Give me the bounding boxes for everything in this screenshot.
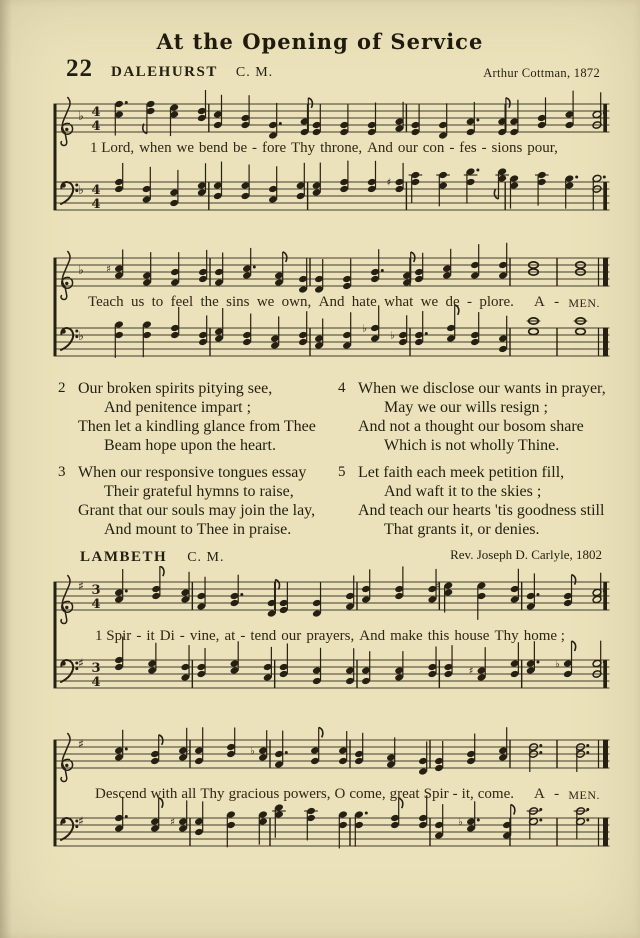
verse-line: When we disclose our wants in prayer,: [358, 380, 606, 397]
lyric-syllable: bend: [198, 140, 229, 156]
lyric-syllable: Thy: [494, 628, 519, 644]
time-signature-top: 4: [91, 183, 101, 198]
key-signature-flat-icon: ♭: [78, 329, 84, 343]
verse-line: Which is not wholly Thine.: [384, 437, 560, 454]
lyric-syllable: great: [389, 786, 420, 802]
amen-syllable: MEN.: [568, 296, 600, 310]
svg-text:♭: ♭: [186, 746, 191, 757]
lyric-syllable: us: [130, 294, 145, 310]
lyric-syllable: we: [176, 140, 194, 156]
time-signature-top: 3: [91, 661, 101, 676]
svg-text:♯: ♯: [106, 264, 111, 275]
verse-line: Grant that our souls may join the lay,: [78, 502, 316, 519]
hymn1-title: DALEHURST: [111, 64, 218, 80]
verse-line: And teach our hearts 'tis goodness still: [358, 502, 605, 519]
time-signature-bottom: 4: [91, 197, 101, 212]
final-barline-thick: [603, 328, 608, 357]
lyric-syllable: And: [359, 628, 386, 644]
time-signature-bottom: 4: [91, 119, 101, 134]
verse-line: And not a thought our bosom share: [358, 418, 584, 435]
verse-lines: [358, 463, 604, 539]
time-signature-bottom: 4: [91, 597, 101, 612]
time-signature-top: 4: [91, 105, 101, 120]
lyric-syllable: 1 Lord,: [90, 140, 135, 156]
lyric-syllable: it,: [461, 786, 474, 802]
verse-line: When our responsive tongues essay: [78, 464, 307, 481]
page-title: At the Opening of Service: [156, 29, 484, 54]
hymn2-title: LAMBETH: [80, 549, 168, 565]
lyric-syllable: plore.: [479, 294, 514, 310]
verses-right-column: [334, 379, 610, 563]
system-barline: [54, 104, 57, 210]
key-signature-flat-icon: ♭: [78, 183, 84, 197]
lyric-syllable: And: [367, 140, 393, 156]
treble-clef-icon: [61, 576, 73, 624]
svg-text:♯: ♯: [468, 666, 474, 677]
time-signature-bottom: 4: [91, 675, 101, 690]
treble-clef-icon: [61, 734, 73, 782]
svg-text:♯: ♯: [386, 177, 392, 189]
lyric-syllable: be: [232, 140, 248, 156]
lyric-syllable: fes: [459, 140, 477, 156]
lyric-syllable: sions: [491, 140, 523, 156]
lyric-syllable: -: [481, 140, 487, 156]
verse-3: [58, 463, 334, 539]
verse-line: Their grateful hymns to raise,: [104, 483, 294, 500]
treble-staff: [54, 727, 610, 781]
lyric-syllable: Spir: [423, 786, 449, 802]
hymn1-composer: Arthur Cottman, 1872: [483, 66, 600, 80]
lyric-syllable: what: [384, 294, 414, 310]
lyric-syllable: -: [452, 786, 458, 802]
lyric-syllable: Teach: [88, 294, 124, 310]
final-barline-thick: [603, 258, 608, 287]
lyric-syllable: our: [281, 628, 302, 644]
lyric-syllable: -: [179, 628, 185, 644]
lyric-syllable: come.: [477, 786, 514, 802]
verse-4: [338, 379, 610, 455]
key-signature-sharp-icon: ♯: [78, 737, 84, 751]
hymn2-heading: [80, 548, 224, 566]
svg-text:♭: ♭: [362, 323, 367, 335]
lyric-syllable: tend: [250, 628, 277, 644]
verse-line: And mount to Thee in praise.: [104, 521, 292, 538]
verse-attribution: Rev. Joseph D. Carlyle, 1802: [450, 547, 602, 562]
system-barline: [54, 740, 57, 846]
amen-syllable: MEN.: [568, 788, 600, 802]
lyric-syllable: at: [224, 628, 236, 644]
bass-staff: [54, 636, 610, 690]
key-signature-flat-icon: ♭: [78, 263, 84, 277]
lyric-syllable: throne,: [320, 140, 363, 156]
lyric-syllable: Thy: [200, 786, 225, 802]
amen-syllable: -: [554, 294, 560, 310]
verse-number: 3: [58, 464, 66, 480]
end-barline: [605, 582, 608, 610]
final-barline-thick: [603, 740, 608, 769]
verse-number: 2: [58, 380, 66, 396]
svg-text:♭: ♭: [554, 659, 560, 670]
lyric-syllable: pour,: [527, 140, 558, 156]
time-signature-top: 3: [91, 583, 101, 598]
verse-line: May we our wills resign ;: [384, 399, 548, 416]
lyric-syllable: And: [318, 294, 345, 310]
verses-left-column: [58, 379, 334, 563]
svg-text:♭: ♭: [390, 330, 395, 342]
final-barline-thick: [603, 818, 608, 847]
bass-staff: [54, 161, 610, 212]
treble-staff: [54, 243, 610, 300]
end-barline: [605, 660, 608, 688]
hymn2-meter: C. M.: [187, 550, 225, 565]
verse-2: [58, 379, 334, 455]
music-system-h2s2: [52, 724, 612, 868]
lyric-syllable: fore: [261, 140, 287, 156]
amen-syllable: -: [554, 786, 560, 802]
verse-line: And penitence impart ;: [104, 399, 252, 416]
treble-clef-icon: [61, 252, 73, 300]
lyric-syllable: vine,: [189, 628, 220, 644]
bass-clef-icon: [61, 328, 78, 350]
lyric-syllable: Di: [159, 628, 175, 644]
lyric-syllable: make: [390, 628, 423, 644]
lyric-syllable: home ;: [523, 628, 565, 644]
bass-staff: [54, 795, 610, 848]
lyric-syllable: -: [252, 140, 258, 156]
lyric-syllable: hate: [351, 294, 377, 310]
key-signature-sharp-icon: ♯: [78, 579, 84, 593]
amen-syllable: A: [534, 786, 545, 802]
hymn1-meter: C. M.: [235, 65, 274, 80]
lyric-syllable: con: [422, 140, 445, 156]
lyric-syllable: this: [427, 628, 450, 644]
lyric-syllable: to: [151, 294, 164, 310]
verse-line: Beam hope upon the heart.: [104, 437, 276, 454]
lyric-syllable: O: [334, 786, 346, 802]
music-system-h1s2: [52, 242, 612, 388]
lyric-syllable: sins: [226, 294, 250, 310]
system-barline: [54, 258, 57, 356]
lyric-syllable: all: [181, 786, 197, 802]
bass-clef-icon: [61, 182, 78, 204]
treble-clef-icon: [61, 98, 73, 146]
music-system-h1s1: [52, 90, 612, 240]
verse-lines: [358, 379, 606, 455]
lyric-syllable: we: [256, 294, 275, 310]
verse-line: Our broken spirits pitying see,: [78, 380, 273, 397]
lyric-syllable: with: [150, 786, 178, 802]
end-barline: [605, 104, 608, 132]
verse-lines: [78, 379, 316, 455]
verses-block: [58, 379, 610, 563]
bass-clef-icon: [61, 660, 78, 682]
verse-line: And waft it to the skies ;: [384, 483, 542, 500]
svg-text:♯: ♯: [435, 581, 441, 592]
treble-staff: [54, 566, 610, 623]
verse-line: That grants it, or denies.: [384, 521, 540, 538]
verse-5: [338, 463, 610, 539]
lyric-syllable: house: [454, 628, 490, 644]
lyric-syllable: it: [146, 628, 155, 644]
key-signature-sharp-icon: ♯: [78, 656, 84, 670]
verse-number: 5: [338, 464, 346, 480]
key-signature-sharp-icon: ♯: [78, 814, 84, 828]
lyric-syllable: Thy: [291, 140, 316, 156]
key-signature-flat-icon: ♭: [78, 109, 84, 123]
hymn1-number: 22: [66, 55, 93, 82]
bass-staff: [54, 305, 610, 358]
system-barline: [54, 582, 57, 688]
amen-syllable: A: [534, 294, 545, 310]
verse-line: Let faith each meek petition fill,: [358, 464, 565, 481]
lyric-syllable: feel: [170, 294, 194, 310]
lyric-syllable: -: [240, 628, 246, 644]
lyric-syllable: come,: [349, 786, 386, 802]
svg-text:♯: ♯: [170, 817, 175, 828]
lyric-syllable: Descend: [95, 786, 147, 802]
lyric-syllable: -: [449, 140, 455, 156]
hymn1-heading: [66, 55, 273, 83]
lyric-syllable: our: [397, 140, 418, 156]
lyric-syllable: -: [467, 294, 472, 310]
lyric-syllable: the: [200, 294, 219, 310]
svg-text:♭: ♭: [250, 746, 255, 757]
lyric-syllable: when: [139, 140, 172, 156]
verse-number: 4: [338, 380, 346, 396]
lyric-syllable: gracious: [228, 786, 280, 802]
bass-clef-icon: [61, 818, 78, 840]
lyric-syllable: powers,: [283, 786, 331, 802]
lyric-syllable: -: [136, 628, 142, 644]
page-edge-shadow: [0, 0, 12, 938]
verse-line: Then let a kindling glance from Thee: [78, 418, 316, 435]
lyric-syllable: 1 Spir: [95, 628, 132, 644]
verse-lines: [78, 463, 315, 539]
lyric-syllable: own,: [281, 294, 312, 310]
treble-staff: [54, 90, 610, 146]
lyric-syllable: prayers,: [306, 628, 355, 644]
svg-text:♭: ♭: [458, 817, 463, 828]
music-system-h2s1: [52, 566, 612, 710]
end-barline: [605, 182, 608, 210]
lyric-syllable: de: [445, 294, 460, 310]
lyric-syllable: we: [420, 294, 439, 310]
